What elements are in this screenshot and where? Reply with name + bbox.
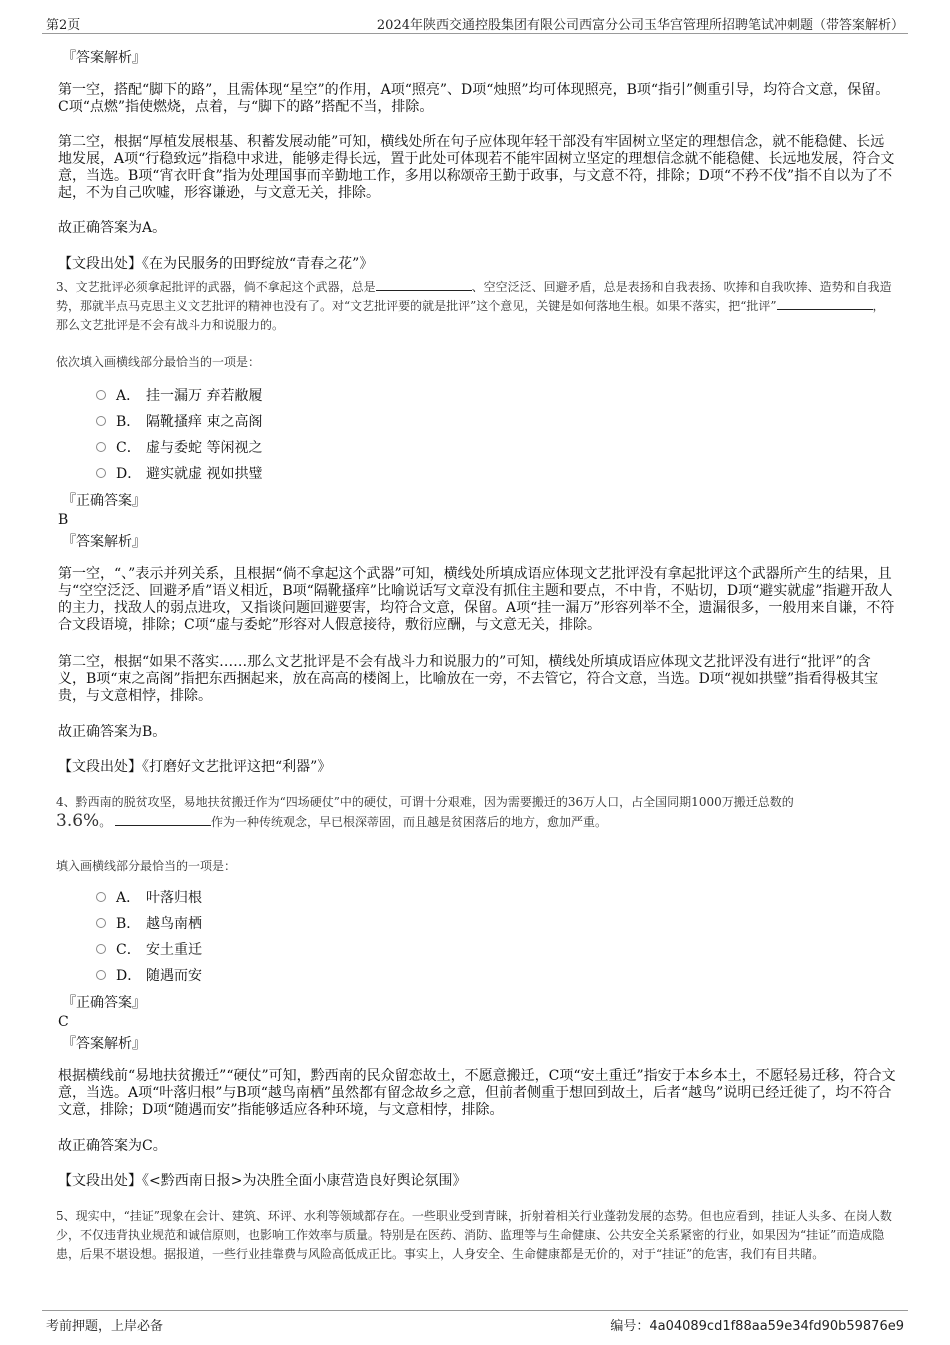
q3-analysis-p1: 第一空，“、”表示并列关系，且根据“倘不拿起这个武器”可知，横线处所填成语应体现文艺批评没有拿起批评这个武器所产生的结果，且与“空空泛泛、回避矛盾”语义相近，B项“隔靴搔痒”比喻说话写文章没有抓住主题和要点，不中肯，不贴切，D项“避实就虚”指避开敌人的主力，找敌人的弱点进攻，又指谈问题回避要害，均符合文意，保留。A项“挂一漏万”形容列举不全，遗漏很多，一般用来自谦，不符合文段语境，排除；C项“虚与委蛇”形容对人假意接待，敷衍应酬，与文意无关，排除。 (58, 566, 895, 633)
radio-icon[interactable] (96, 416, 106, 426)
q3-blank-1 (376, 278, 472, 291)
document-code-label: 编号： (610, 1319, 650, 1334)
q4-analysis-p1: 根据横线前“易地扶贫搬迁”“硬仗”可知，黔西南的民众留恋故土，不愿意搬迁，C项“安土重迁”指安于本乡本土，不愿轻易迁移，符合文意，当选。A项“叶落归根”与B项“越鸟南栖”虽然都有留念故乡之意，但前者侧重于想回到故土，后者“越鸟”说明已经迁徙了，均不符合文意，排除；D项“随遇而安”指能够适应各种环境，与文意相悖，排除。 (58, 1068, 896, 1118)
q3-analysis-label: 『答案解析』 (62, 534, 146, 550)
q3-option-d[interactable] (96, 465, 262, 483)
q3-correct-answer: B (58, 512, 69, 528)
document-code-value: 4a04089cd1f88aa59e34fd90b59876e9 (649, 1319, 904, 1334)
option-key: B． (116, 916, 141, 932)
q3-stem-part3: ，那么文艺批评是不会有战斗力和说服力的。 (56, 299, 885, 332)
option-key: D． (116, 968, 142, 984)
option-key: C． (116, 440, 141, 456)
option-text: 安土重迁 (146, 942, 202, 958)
q2-source: 【文段出处】《在为民服务的田野绽放“青春之花”》 (58, 256, 374, 272)
q3-blank-2 (777, 297, 873, 310)
q3-option-c[interactable] (96, 439, 262, 457)
option-key: B． (116, 414, 141, 430)
radio-icon[interactable] (96, 468, 106, 478)
option-text: 隔靴搔痒 束之高阁 (146, 414, 263, 430)
radio-icon[interactable] (96, 892, 106, 902)
document-title: 2024年陕西交通控股集团有限公司西富分公司玉华宫管理所招聘笔试冲刺题（带答案解析） (376, 18, 904, 33)
q4-stem-line1: 4、黔西南的脱贫攻坚，易地扶贫搬迁作为“四场硬仗”中的硬仗，可谓十分艰难，因为需要搬迁的36万人口，占全国同期1000万搬迁总数的 (56, 795, 794, 809)
q4-analysis-label: 『答案解析』 (62, 1036, 146, 1052)
q4-option-a[interactable] (96, 889, 202, 907)
option-key: A． (116, 890, 141, 906)
q3-stem-part2: 、空空泛泛、回避矛盾，总是表扬和自我表扬、吹捧和自我吹捧、造势和自我造势，那就半点马克思主义文艺批评的精神也没有了。对“文艺批评要的就是批评”这个意见，关键是如何落地生根。如果不落实，把“批评” (56, 280, 892, 313)
option-key: C． (116, 942, 141, 958)
footer-divider (42, 1310, 908, 1311)
q4-stem-period: 。 (99, 815, 112, 829)
q3-conclusion: 故正确答案为B。 (58, 724, 167, 740)
q4-correct-label: 『正确答案』 (62, 995, 146, 1011)
q5-stem: 5、现实中，“挂证”现象在会计、建筑、环评、水利等领域都存在。一些职业受到青睐，折射着相关行业蓬勃发展的态势。但也应看到，挂证人头多、在岗人数少，不仅违背执业规范和诚信原则，也影响工作效率与质量。特别是在医药、消防、监理等与生命健康、公共安全关系紧密的行业，如果因为“挂证”而造成隐患，后果不堪设想。据报道，一些行业挂靠费与风险高低成正比。事实上，人身安全、生命健康都是无价的，对于“挂证”的危害，我们有目共睹。 (56, 1209, 892, 1261)
option-text: 越鸟南栖 (146, 916, 202, 932)
q4-source: 【文段出处】《<黔西南日报>为决胜全面小康营造良好舆论氛围》 (58, 1173, 467, 1189)
option-key: A． (116, 388, 141, 404)
page-number: 第2页 (46, 18, 81, 33)
radio-icon[interactable] (96, 390, 106, 400)
radio-icon[interactable] (96, 944, 106, 954)
q4-option-d[interactable] (96, 967, 202, 985)
q3-stem-part1: 3、文艺批评必须拿起批评的武器，倘不拿起这个武器，总是 (56, 280, 376, 294)
q2-analysis-p1: 第一空，搭配“脚下的路”，且需体现“星空”的作用，A项“照亮”、D项“烛照”均可体现照亮，B项“指引”侧重引导，均符合文意，保留。C项“点燃”指使燃烧，点着，与“脚下的路”搭配不当，排除。 (58, 82, 890, 115)
option-text: 挂一漏万 弃若敝履 (146, 388, 263, 404)
option-text: 叶落归根 (146, 890, 202, 906)
footer-slogan: 考前押题，上岸必备 (46, 1319, 164, 1334)
q4-stem-part3: 作为一种传统观念，早已根深蒂固，而且越是贫困落后的地方，愈加严重。 (211, 815, 608, 829)
q4-stem-line2 (56, 812, 896, 832)
q3-analysis-p2: 第二空，根据“如果不落实……那么文艺批评是不会有战斗力和说服力的”可知，横线处所填成语应体现文艺批评没有进行“批评”的含义，B项“束之高阁”指把东西捆起来，放在高高的楼阁上，比喻放在一旁，不去管它，符合文意，当选。D项“视如拱璧”指看得极其宝贵，与文意相悖，排除。 (58, 654, 879, 704)
radio-icon[interactable] (96, 970, 106, 980)
q2-conclusion: 故正确答案为A。 (58, 220, 167, 236)
q4-correct-answer: C (58, 1014, 69, 1030)
analysis-label: 『答案解析』 (62, 50, 146, 66)
q3-prompt: 依次填入画横线部分最恰当的一项是： (56, 355, 261, 369)
option-key: D． (116, 466, 142, 482)
q4-option-c[interactable] (96, 941, 202, 959)
radio-icon[interactable] (96, 442, 106, 452)
radio-icon[interactable] (96, 918, 106, 928)
header-divider (42, 33, 908, 34)
q4-option-b[interactable] (96, 915, 202, 933)
q3-stem (56, 278, 896, 335)
q3-option-b[interactable] (96, 413, 262, 431)
document-code (610, 1315, 904, 1334)
q4-blank (115, 813, 211, 826)
q3-source: 【文段出处】《打磨好文艺批评这把“利器”》 (58, 759, 332, 775)
option-text: 虚与委蛇 等闲视之 (146, 440, 263, 456)
option-text: 避实就虚 视如拱璧 (146, 466, 263, 482)
option-text: 随遇而安 (146, 968, 202, 984)
q3-option-a[interactable] (96, 387, 262, 405)
q4-conclusion: 故正确答案为C。 (58, 1138, 167, 1154)
q2-analysis-p2: 第二空，根据“厚植发展根基、积蓄发展动能”可知，横线处所在句子应体现年轻干部没有牢固树立坚定的理想信念，就不能稳健、长远地发展，A项“行稳致远”指稳中求进，能够走得长远，置于此处可体现若不能牢固树立坚定的理想信念就不能稳健、长远地发展，符合文意，当选。B项“宵衣旰食”指为处理国事而辛勤地工作，多用以称颂帝王勤于政事，与文意不符，排除；D项“不矜不伐”指不自以为了不起，不为自己吹嘘，形容谦逊，与文意无关，排除。 (58, 134, 895, 201)
q4-percent: 3.6% (56, 811, 100, 831)
q3-correct-label: 『正确答案』 (62, 493, 146, 509)
q4-prompt: 填入画横线部分最恰当的一项是： (56, 859, 237, 873)
